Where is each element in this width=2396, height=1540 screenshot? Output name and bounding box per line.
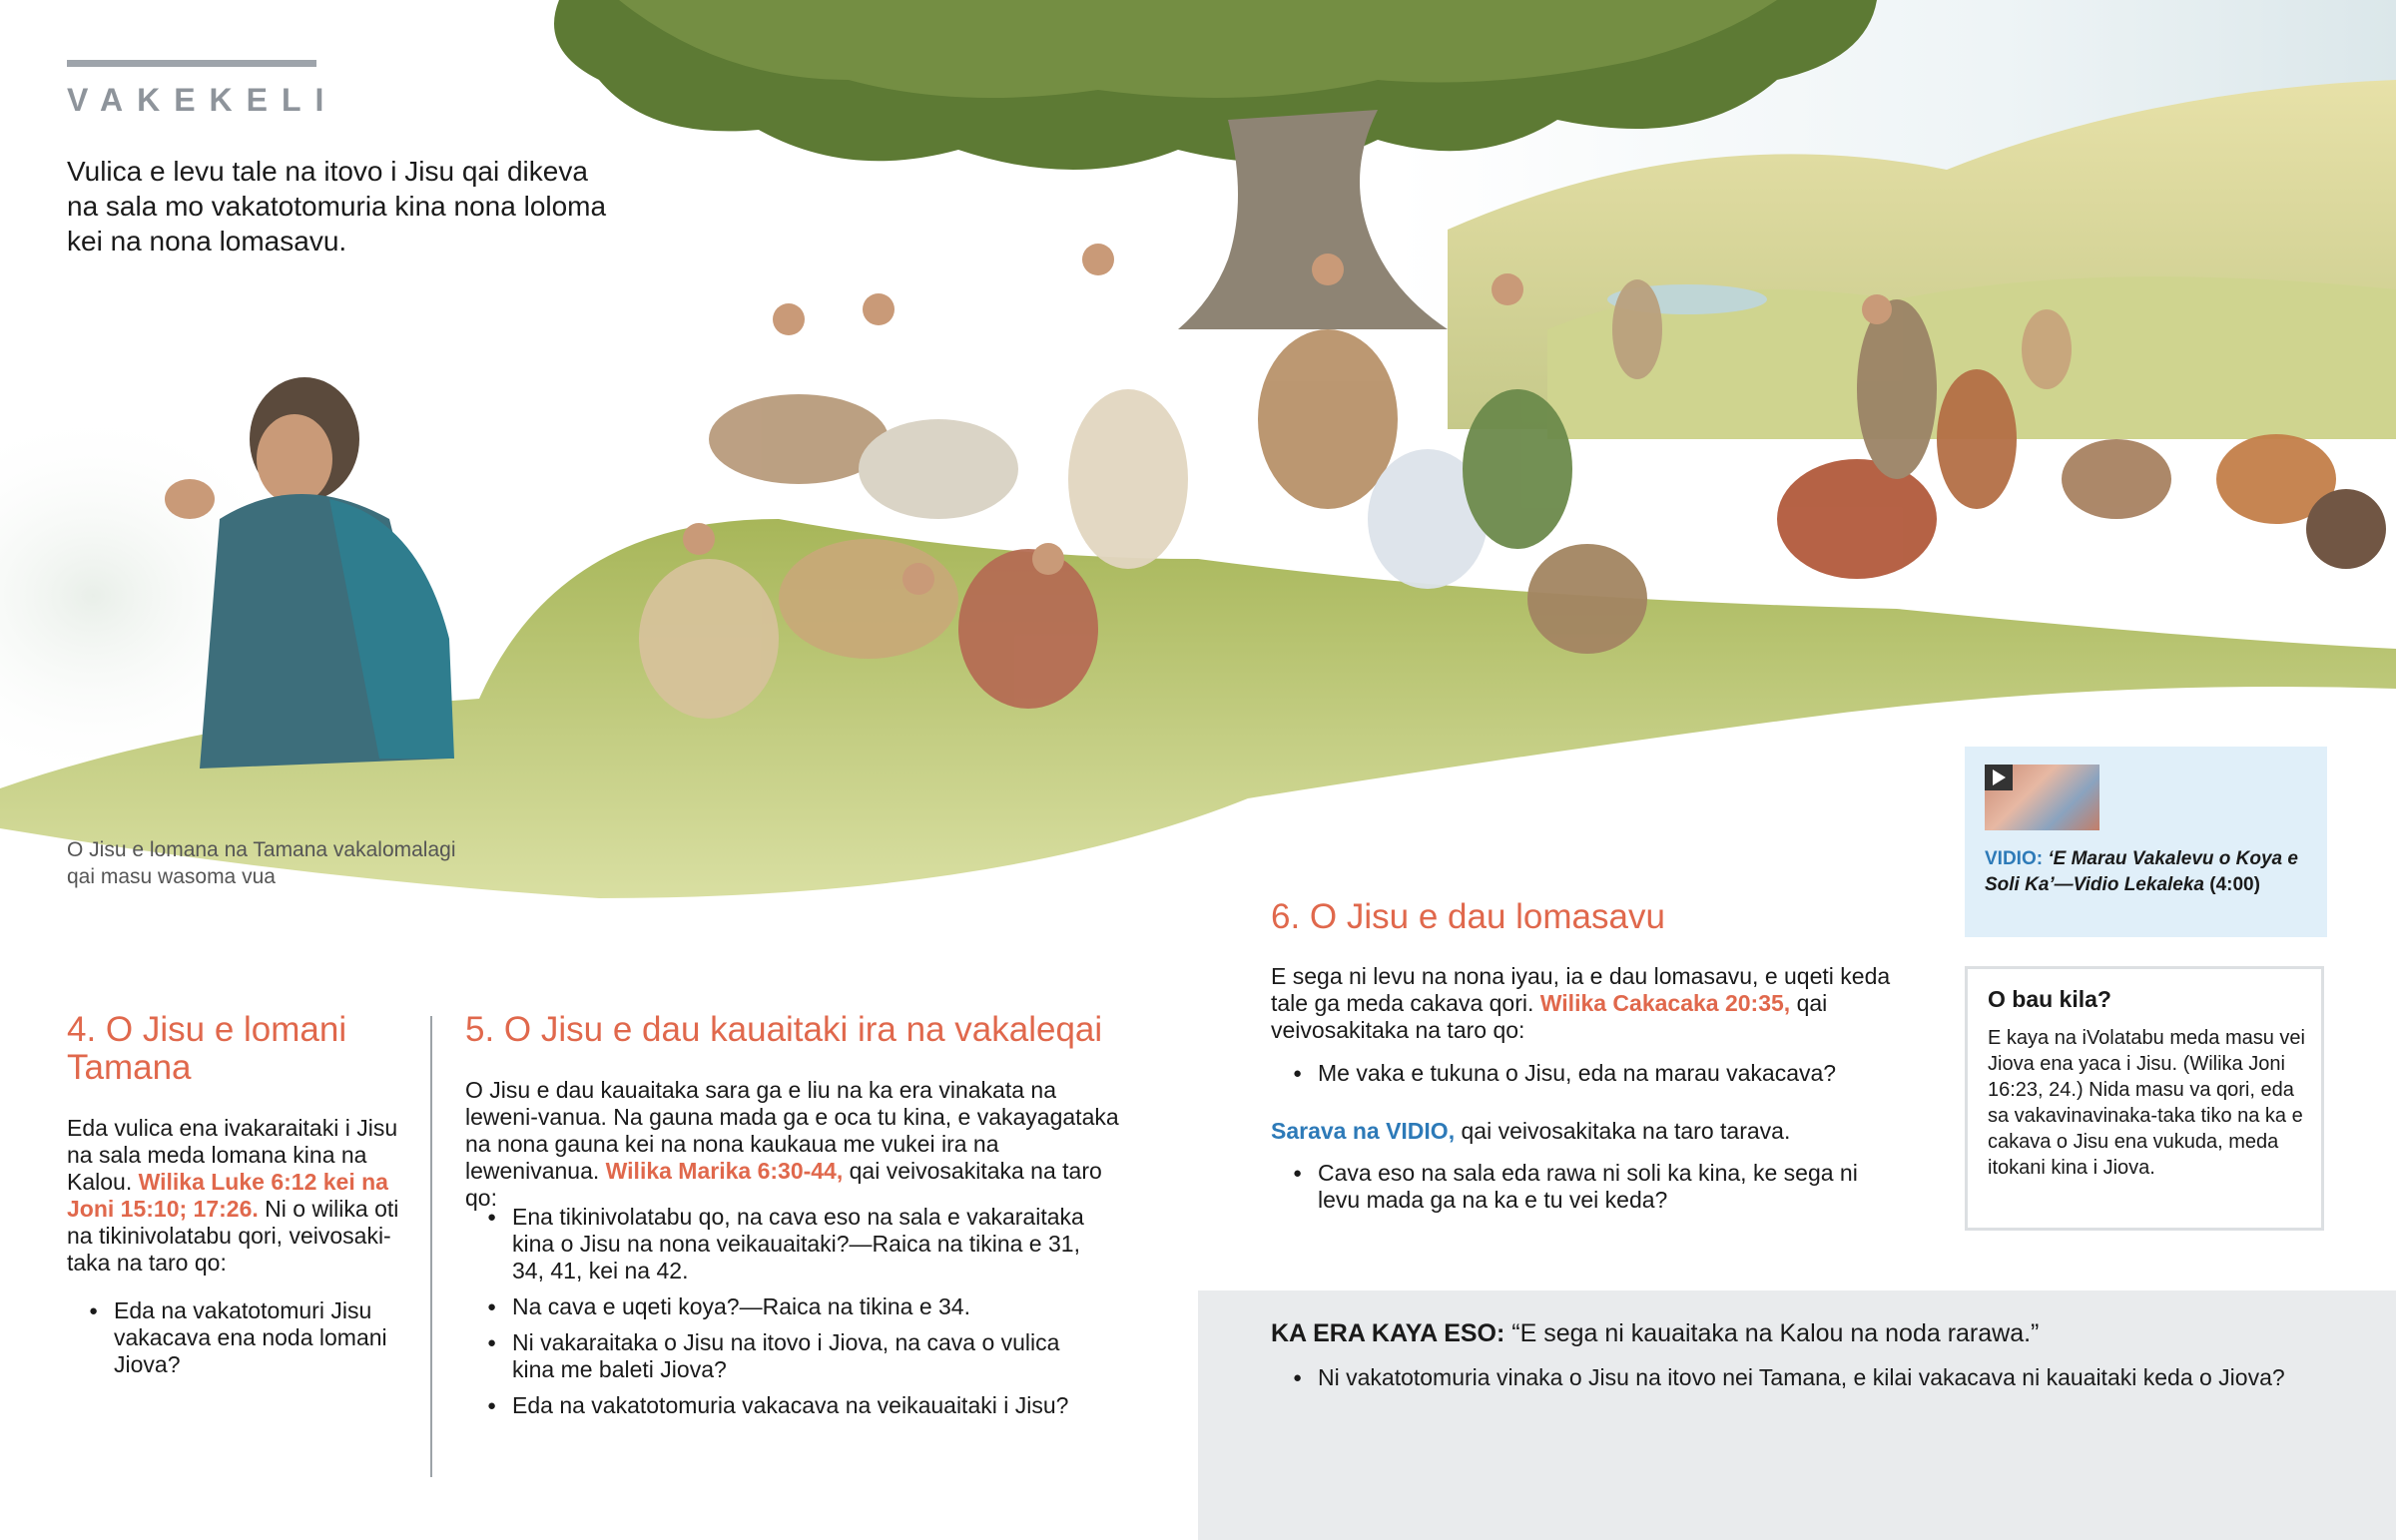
section-6-text: E sega ni levu na nona iyau, ia e dau lomasavu, e uqeti keda tale ga meda cakava qori. <box>1271 963 1891 1016</box>
some-say-heading <box>1271 1319 2039 1348</box>
section-5-title: 5. O Jisu e dau kauaitaki ira na vakaleqai <box>465 1010 1103 1049</box>
some-say-quote: “E sega ni kauaitaka na Kalou na noda rarawa.” <box>1504 1319 2040 1347</box>
section-4-title: 4. O Jisu e lomani Tamana <box>67 1010 347 1087</box>
section-6-questions-b <box>1271 1160 1870 1223</box>
question-item: ● Me vaka e tukuna o Jisu, eda na marau vakacava? <box>1271 1060 1900 1087</box>
question-item: ● Eda na vakatotomuria vakacava na veikauaitaki i Jisu? <box>465 1392 1104 1419</box>
some-say-label: KA ERA KAYA ESO: <box>1271 1319 1505 1347</box>
did-you-know-title: O bau kila? <box>1988 986 2111 1012</box>
section-kicker: VAKEKELI <box>67 82 338 118</box>
section-5-questions <box>465 1204 1104 1428</box>
video-line-text: qai veivosakitaka na taro tarava. <box>1455 1118 1791 1144</box>
question-item: ● Ni vakaraitaka o Jisu na itovo i Jiova, na cava o vulica kina me baleti Jiova? <box>465 1329 1104 1383</box>
section-6-scripture-ref[interactable]: Wilika Cakacaka 20:35, <box>1539 990 1791 1016</box>
section-6-title: 6. O Jisu e dau lomasavu <box>1271 897 1665 936</box>
section-6-body <box>1271 963 1900 1044</box>
did-you-know-body: E kaya na iVolatabu meda masu vei Jiova ena yaca i Jisu. (Wilika Joni 16:23, 24.) Nida masu va qori, eda sa vakavinavinaka-taka tiko na ka e cakava o Jisu ena vukuda, meda itokani kina i Jiova. <box>1988 1027 2305 1179</box>
section-4-body <box>67 1115 411 1277</box>
question-item: ● Cava eso na sala eda rawa ni soli ka kina, ke sega ni levu mada ga na ka e tu vei keda? <box>1271 1160 1870 1214</box>
section-6-questions-a <box>1271 1060 1900 1096</box>
play-triangle-icon <box>1993 770 2006 785</box>
video-caption <box>1985 846 2314 898</box>
question-item: ● Ena tikinivolatabu qo, na cava eso na sala e vakaraitaka kina o Jisu na nona veikauaitaki?—Raica na tikina e 31, 34, 41, kei na 42. <box>465 1204 1104 1284</box>
question-item: ● Na cava e uqeti koya?—Raica na tikina e 34. <box>465 1293 1104 1320</box>
section-4-scripture-ref[interactable]: Wilika Luke 6:12 kei na Joni 15:10; 17:26. <box>67 1169 388 1222</box>
section-5-body <box>465 1077 1134 1212</box>
video-label: VIDIO: <box>1985 848 2044 869</box>
section-6-video-line <box>1271 1118 1900 1145</box>
section-5-text: O Jisu e dau kauaitaka sara ga e liu na ka era vinakata na leweni-vanua. Na gauna mada ga e oca tu kina, e vakayagataka na nona gauna kei na nona kaukaua me vukei ira na lewenivanua. <box>465 1077 1119 1184</box>
header-rule <box>67 60 316 67</box>
column-divider <box>430 1016 432 1477</box>
section-4-text: Eda vulica ena ivakaraitaki i Jisu na sala meda lomana kina na Kalou. <box>67 1115 398 1195</box>
illustration-caption: O Jisu e lomana na Tamana vakalomalagi qai masu wasoma vua <box>67 838 456 888</box>
question-item: ● Eda na vakatotomuri Jisu vakacava ena noda lomani Jiova? <box>67 1297 406 1378</box>
intro-text: Vulica e levu tale na itovo i Jisu qai dikeva na sala mo vakatotomuria kina nona loloma kei na nona lomasavu. <box>67 156 607 257</box>
some-say-questions <box>1271 1364 2379 1400</box>
section-4-questions <box>67 1297 406 1387</box>
section-5-scripture-ref[interactable]: Wilika Marika 6:30-44, <box>605 1158 844 1184</box>
watch-video-link[interactable]: Sarava na VIDIO, <box>1271 1118 1456 1144</box>
video-length: (4:00) <box>2203 874 2260 895</box>
section-6-text-after: qai veivosakitaka na taro qo: <box>1271 990 1828 1043</box>
question-item: ● Ni vakatotomuria vinaka o Jisu na itovo nei Tamana, e kilai vakacava ni kauaitaki keda o Jiova? <box>1271 1364 2379 1391</box>
section-5-text-after: qai veivosakitaka na taro qo: <box>465 1158 1102 1211</box>
section-4-text-after: Ni o wilika oti na tikinivolatabu qori, veivosaki-taka na taro qo: <box>67 1196 399 1276</box>
video-title[interactable]: ‘E Marau Vakalevu o Koya e Soli Ka’—Vidio Lekaleka <box>1985 848 2298 895</box>
